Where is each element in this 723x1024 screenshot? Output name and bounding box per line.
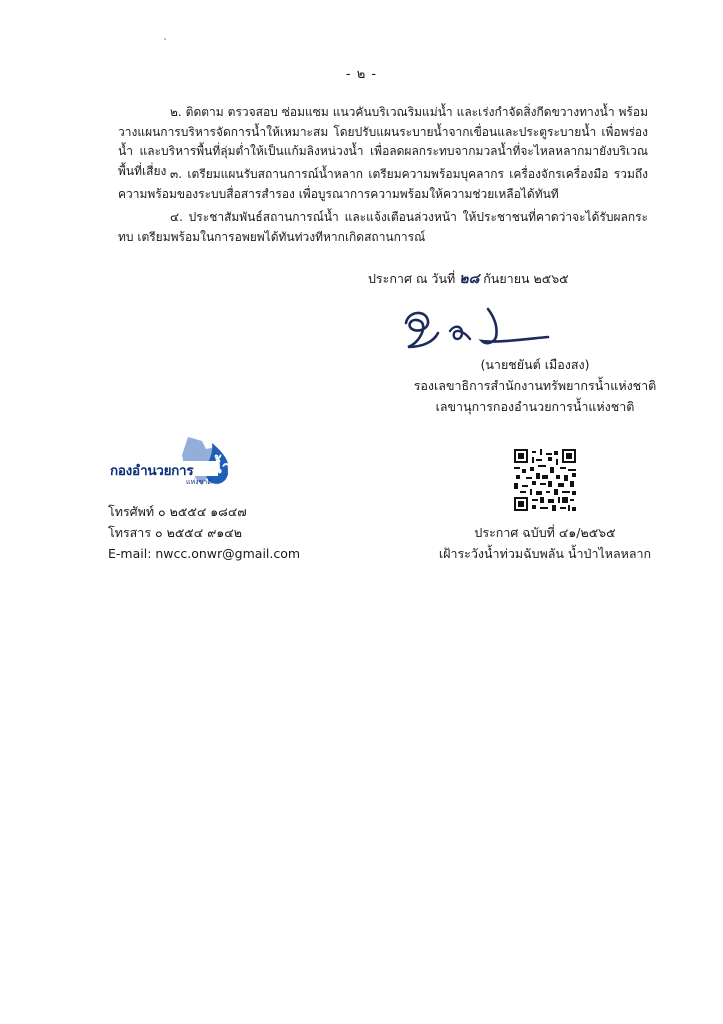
nwcc-logo <box>108 437 243 489</box>
handwritten-day: ๒๘ <box>459 271 480 287</box>
page-number: - ๒ - <box>345 67 378 82</box>
signer-title-2: เลขานุการกองอำนวยการน้ำแห่งชาติ <box>435 399 635 414</box>
contact-fax: โทรสาร ๐ ๒๕๕๔ ๙๑๔๒ <box>108 525 242 540</box>
contact-email[interactable]: E-mail: nwcc.onwr@gmail.com <box>108 546 301 561</box>
contact-phone: โทรศัพท์ ๐ ๒๕๕๔ ๑๘๔๗ <box>108 504 247 519</box>
announcement-month-year: กันยายน ๒๕๖๕ <box>483 271 569 286</box>
signer-title-1: รองเลขาธิการสำนักงานทรัพยากรน้ำแห่งชาติ <box>413 378 657 393</box>
signer-name: (นายชยันต์ เมืองสง) <box>480 357 590 372</box>
logo-water-glyph: น้ำ <box>210 458 232 478</box>
paragraph-3: ๓. เตรียมแผนรับสถานการณ์น้ำหลาก เตรียมความพร้อมบุคลากร เครื่องจักรเครื่องมือ รวมถึงความพร้อมของระบบสื่อสารสำรอง เพื่อบูรณาการความพร้อมให้ความช่วยเหลือได้ทันที <box>118 167 648 201</box>
qr-code-icon[interactable] <box>514 449 576 511</box>
announcement-date <box>368 268 569 290</box>
announcement-prefix: ประกาศ ณ วันที่ <box>368 271 456 286</box>
paragraph-4: ๔. ประชาสัมพันธ์สถานการณ์น้ำ และแจ้งเตือนล่วงหน้า ให้ประชาชนที่คาดว่าจะได้รับผลกระทบ เตรียมพร้อมในการอพยพได้ทันท่วงทีหากเกิดสถานการณ์ <box>118 210 648 244</box>
scan-mark: ` <box>163 38 168 49</box>
logo-text: กองอำนวยการ <box>110 463 194 479</box>
logo-subtext: แห่งชาติ <box>186 478 212 486</box>
paragraph-2: ๒. ติดตาม ตรวจสอบ ซ่อมแซม แนวคันบริเวณริมแม่น้ำ และเร่งกำจัดสิ่งกีดขวางทางน้ำ พร้อมวางแผนการบริหารจัดการน้ำให้เหมาะสม โดยปรับแผนระบายน้ำจากเขื่อนและประตูระบายน้ำ เพื่อพร่องน้ำ และบริหารพื้นที่ลุ่มต่ำให้เป็นแก้มลิงหน่วงน้ำ เพื่อลดผลกระทบจากมวลน้ำที่จะไหลหลากมายังบริเวณพื้นที่เสี่ยง <box>118 105 648 178</box>
reference-subject: เฝ้าระวังน้ำท่วมฉับพลัน น้ำป่าไหลหลาก <box>438 546 652 561</box>
signature <box>398 303 558 355</box>
reference-number: ประกาศ ฉบับที่ ๔๑/๒๕๖๕ <box>474 525 616 540</box>
